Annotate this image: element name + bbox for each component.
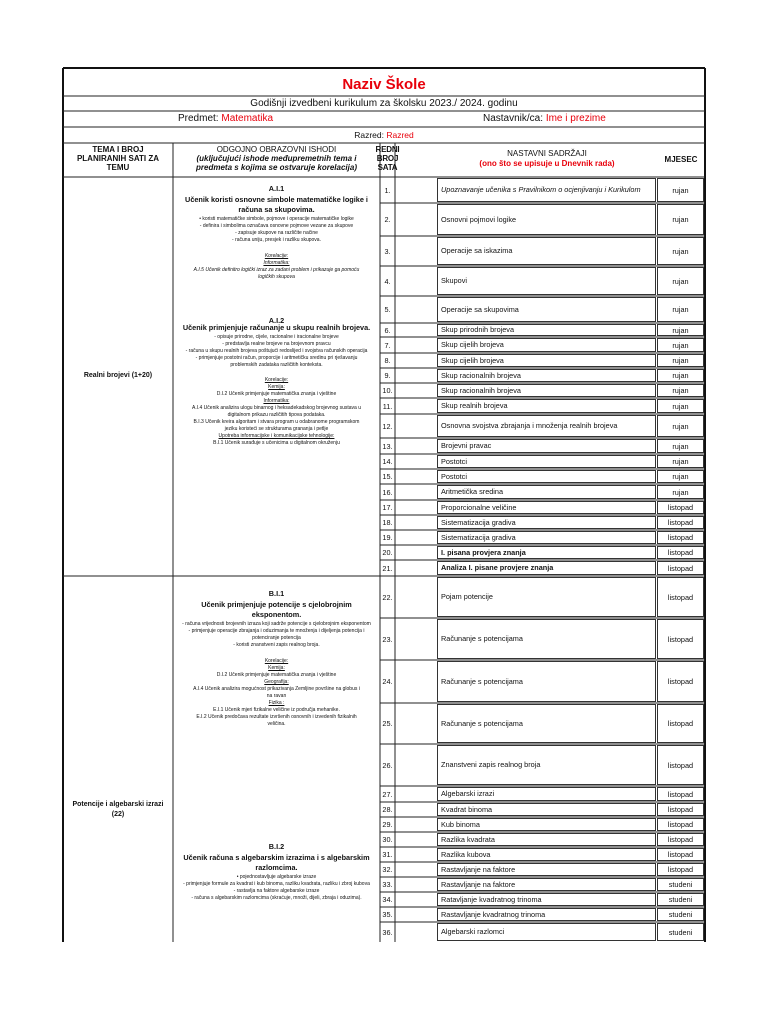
outcome-b2-bullet: - računa s algebarskim razlomcima (skraćuje, množi, dijeli, zbraja i oduzima). [191,894,362,901]
table-row [380,618,705,660]
table-row [380,817,705,832]
content-cell [437,516,656,529]
col-no-line2: BROJ [376,154,399,164]
month-value: listopad [667,503,694,512]
month-value: rujan [672,340,689,350]
row-number: 23. [382,634,393,644]
teacher-label: Nastavnik/ca: [483,113,544,124]
content-cell [437,619,656,659]
month-value: studeni [668,895,693,904]
col-topic-line2: PLANIRANIH SATI ZA [76,154,160,164]
col-header-month: MJESEC [664,155,698,164]
lesson-content: Algebarski izrazi [441,789,495,799]
content-cell [437,908,656,921]
month-value: listopad [667,533,694,542]
month-value: studeni [668,927,693,937]
month-cell [657,338,704,352]
topic-real-numbers: Realni brojevi (1+20) [83,372,153,379]
table-row [380,545,705,560]
lesson-content: Postotci [441,456,467,466]
month-cell [657,369,704,382]
month-value: studeni [668,910,693,919]
lesson-content: Aritmetička sredina [441,487,504,497]
grade-label: Razred: [354,130,384,140]
outcome-b1-chem-text: D.I.2 Učenik primjenjuje matematička znanja i vještine [216,671,337,678]
content-cell [437,178,656,202]
lesson-content: Algebarski razlomci [441,927,505,937]
content-cell [437,893,656,906]
month-cell [657,577,704,617]
month-value: listopad [667,865,694,874]
lesson-content: Operacije sa iskazima [441,246,513,256]
month-value: rujan [672,421,689,431]
content-cell [437,455,656,468]
content-cell [437,297,656,322]
outcome-a2-code: A.I.2 [268,318,285,323]
col-no-line1: REDNI [375,145,400,154]
month-cell [657,546,704,559]
lesson-content: Analiza I. pisane provjere znanja [441,563,554,573]
outcome-b1-geo-label: Geografija: [264,678,289,685]
outcome-b2-title: Učenik računa s algebarskim izrazima i s algebarskim razlomcima. [183,852,370,873]
month-cell [657,204,704,235]
table-row [380,530,705,545]
lesson-content: Rastavljanje kvadratnog trinoma [441,909,546,919]
month-value: listopad [667,548,694,557]
table-row [380,802,705,817]
content-cell [437,399,656,413]
outcome-a1-bullet: - zapisuje skupove na različite načine [235,229,318,236]
col-header-no [375,145,400,173]
month-value: rujan [672,441,689,451]
month-cell [657,516,704,529]
month-value: rujan [672,487,689,497]
month-cell [657,863,704,876]
lesson-content: Rastavljanje na faktore [441,864,516,874]
row-number: 28. [382,805,393,814]
outcome-b1-code: B.I.1 [268,589,285,598]
content-cell [437,439,656,453]
row-number: 32. [382,865,393,874]
month-value: listopad [667,518,694,527]
outcome-a2-ict-label: Upotreba informacijske i komunikacijske tehnologije: [218,432,335,439]
month-cell [657,455,704,468]
month-value: rujan [672,457,689,466]
month-cell [657,745,704,785]
lesson-content: Pojam potencije [441,592,493,602]
curriculum-line: Godišnji izvedbeni kurikulum za školsku 2023./ 2024. godinu [250,98,518,109]
outcome-a2-info-text: A.I.4 Učenik analizira ulogu binarnog i heksadekadskog brojevnog sustava u digitalnom prikazu različitih tipova podataka. [192,404,361,418]
month-value: listopad [667,789,694,799]
outcome-a2-bullet: - predstavlja realne brojeve na brojevnom pravcu [222,340,331,347]
month-cell [657,485,704,499]
table-row [380,907,705,922]
month-value: listopad [667,563,694,573]
grade-field [63,130,705,141]
content-cell [437,561,656,575]
month-value: listopad [667,760,694,770]
table-row [380,847,705,862]
month-value: rujan [672,356,689,365]
month-cell [657,908,704,921]
table-row [380,832,705,847]
row-number: 4. [384,276,391,286]
lesson-content: Rastavljanje na faktore [441,879,516,889]
outcome-a1-corr-subject: Informatika: [263,259,290,266]
lesson-content: Skup prirodnih brojeva [441,325,515,335]
lesson-content: Računanje s potencijama [441,634,523,644]
content-cell [437,878,656,891]
content-cell [437,237,656,265]
outcome-a1-bullet: - računa uniju, presjek i razliku skupova. [232,236,321,243]
col-topic-line3: TEMU [106,163,130,173]
month-value: listopad [667,592,694,602]
lesson-content: Skup realnih brojeva [441,401,508,411]
table-row [380,703,705,744]
month-cell [657,704,704,743]
lesson-content: Razlika kubova [441,849,491,859]
content-cell [437,338,656,352]
month-cell [657,439,704,453]
grade-value: Razred [386,130,414,140]
content-cell [437,577,656,617]
month-value: rujan [672,386,689,395]
content-cell [437,818,656,831]
outcome-a1-bullet: - definira i simbolima označava osnovne pojmove vezane za skupove [199,222,354,229]
row-number: 9. [384,371,391,380]
outcome-b1-geo-text: A.I.4 Učenik analizira mogućnost prikazivanja Zemljine površine na globus i na ravan [193,685,360,699]
table-row [380,337,705,353]
lesson-content: Skup racionalnih brojeva [441,370,521,380]
row-number: 26. [382,760,393,770]
table-row [380,398,705,414]
content-cell [437,369,656,382]
outcome-a2-info-label: Informatika: [263,397,290,404]
month-value: listopad [667,719,694,728]
lesson-content: Osnovna svojstva zbrajanja i množenja realnih brojeva [441,421,618,431]
table-row [380,660,705,703]
table-row [380,500,705,515]
row-number: 17. [382,503,393,512]
outcome-b1 [176,589,377,728]
outcome-a2-bullet: - računa u skupu realnih brojeva poštujući redoslijed i svojstva računskih operacija [185,347,368,354]
outcome-a1-code: A.I.1 [268,184,285,193]
table-row [380,892,705,907]
month-cell [657,237,704,265]
lesson-content: Postotci [441,471,467,481]
outcome-a2-ict-text: B.I.1 Učenik surađuje s učenicima u digitalnom okruženju [213,439,340,446]
lesson-content: Znanstveni zapis realnog broja [441,760,541,770]
month-cell [657,297,704,322]
lesson-content: Skupovi [441,276,467,286]
month-value: listopad [667,677,694,686]
outcome-a1-corr-label: Korelacije: [264,252,289,259]
month-value: listopad [667,634,694,644]
outcome-a2-corr-label: Korelacije: [264,376,289,383]
month-value: listopad [667,820,694,829]
table-row [380,786,705,802]
row-number: 7. [384,340,391,350]
row-number: 13. [382,441,393,451]
month-value: rujan [672,325,689,335]
lesson-content: Skup cijelih brojeva [441,355,504,365]
table-row [380,266,705,296]
content-cell [437,803,656,816]
row-number: 19. [382,533,393,542]
outcome-b1-corr-label: Korelacije: [264,657,289,664]
row-number: 35. [382,910,393,919]
teacher-value: Ime i prezime [545,113,606,124]
content-cell [437,470,656,483]
row-number: 20. [382,548,393,557]
lesson-content: Sistematizacija gradiva [441,532,516,542]
month-cell [657,267,704,295]
content-cell [437,324,656,336]
row-number: 10. [382,386,393,395]
outcome-b2-bullet: - primjenjuje formule za kvadrat i kub binoma, razliku kvadrata, razliku i zbroj kubova [183,880,370,887]
row-number: 3. [384,246,391,256]
month-value: rujan [672,246,689,256]
row-number: 31. [382,850,393,859]
subject-field [178,113,273,126]
outcome-a2-bullet: - primjenjuje postotni račun, proporcije i aritmetičku sredinu pri rješavanju problemskih zadataka različitih konteksta. [195,354,358,368]
month-cell [657,893,704,906]
month-cell [657,661,704,702]
content-cell [437,863,656,876]
row-number: 29. [382,820,393,829]
outcome-b2-code: B.I.2 [268,842,285,851]
lesson-content: Brojevni pravac [441,441,492,451]
lesson-content: Računanje s potencijama [441,676,523,686]
table-row [380,177,705,203]
lesson-content: Kub binoma [441,819,480,829]
content-cell [437,384,656,397]
lesson-content: Kvadrat binoma [441,804,493,814]
content-cell [437,531,656,544]
outcome-b1-bullet: - primjenjuje operacije zbrajanja i oduzimanja te množenja i dijeljenja potencija i potenciranje potencija [188,627,365,641]
lesson-content: Računanje s potencijama [441,718,523,728]
lesson-content: Ratavljanje kvadratnog trinoma [441,894,542,904]
lesson-content: Osnovni pojmovi logike [441,214,517,224]
content-cell [437,354,656,367]
outcome-a2 [176,318,377,447]
content-cell [437,787,656,801]
col-no-line3: SATA [377,163,398,173]
outcome-a1 [176,184,377,281]
row-number: 2. [384,215,391,224]
content-cell [437,546,656,559]
row-number: 8. [384,356,391,365]
table-row [380,484,705,500]
month-cell [657,324,704,336]
outcome-b1-title: Učenik primjenjuje potencije s cjelobrojnim eksponentom. [201,599,352,620]
table-row [380,323,705,337]
month-cell [657,501,704,514]
month-cell [657,354,704,367]
col-content-line1: NASTAVNI SADRŽAJI [507,149,587,158]
content-cell [437,204,656,235]
month-value: rujan [672,472,689,481]
month-cell [657,561,704,575]
row-number: 12. [382,421,393,431]
outcome-b1-phys-text: E.I.1 Učenik mjeri fizikalne veličine iz područja mehanike. [213,706,340,713]
month-cell [657,833,704,846]
table-row [380,922,705,942]
row-number: 33. [382,880,393,889]
row-number: 24. [382,677,393,686]
col-header-topic [63,145,173,173]
table-row [380,560,705,576]
teacher-field [483,113,606,126]
row-number: 16. [382,487,393,497]
row-number: 18. [382,518,393,527]
content-cell [437,485,656,499]
month-cell [657,415,704,437]
month-cell [657,803,704,816]
month-cell [657,399,704,413]
row-number: 15. [382,472,393,481]
outcome-b2-bullet: - rastavlja na faktore algebarske izraze [233,887,320,894]
lesson-content: Skup cijelih brojeva [441,340,504,350]
outcome-b2 [176,842,377,902]
month-value: studeni [668,880,693,889]
content-cell [437,745,656,785]
outcome-a2-chem-text: D.I.2 Učenik primjenjuje matematička znanja i vještine [216,390,337,397]
table-row [380,414,705,438]
row-number: 22. [382,592,393,602]
month-cell [657,619,704,659]
month-value: listopad [667,850,694,859]
row-number: 11. [382,401,393,411]
table-row [380,296,705,323]
content-cell [437,267,656,295]
month-cell [657,178,704,202]
table-row [380,515,705,530]
table-row [380,236,705,266]
col-outcomes-line3: predmeta s kojima se ostvaruje korelacija) [196,163,357,173]
topic-powers-algebra: Potencije i algebarski izrazi (22) [72,801,164,818]
month-cell [657,384,704,397]
row-number: 21. [382,563,393,573]
lesson-content: I. pisana provjera znanja [441,547,526,557]
lesson-content: Proporcionalne veličine [441,502,517,512]
outcome-a2-chem-label: Kemija: [268,383,285,390]
outcome-a2-title: Učenik primjenjuje računanje u skupu realnih brojeva. [182,323,371,332]
row-number: 14. [382,457,393,466]
outcome-b1-bullet: - koristi znanstveni zapis realnog broja. [233,641,320,648]
content-cell [437,833,656,846]
outcome-a2-info-text: B.I.3 Učenik kreira algoritam i stvara program u odabranome programskom jeziku koristeći se strukturama grananja i petlje [193,418,360,432]
content-cell [437,415,656,437]
table-row [380,469,705,484]
content-cell [437,661,656,702]
outcome-b1-phys-text: E.I.2 Učenik predočava rezultate izvršenih osnovnih i izvedenih fizikalnih veličina. [196,713,357,727]
month-value: rujan [672,401,689,411]
month-value: listopad [667,835,694,844]
row-number: 34. [382,895,393,904]
outcome-b1-phys-label: Fizika : [268,699,285,706]
month-cell [657,878,704,891]
col-outcomes-line2: (uključujući ishode međupremetnih tema i [196,154,357,164]
outcome-a1-bullet: • koristi matematičke simbole, pojmove i operacije matematičke logike [199,215,354,222]
month-cell [657,531,704,544]
outcome-a2-bullet: - opisuje prirodne, cijele, racionalne i iracionalne brojeve [214,333,339,340]
month-value: rujan [672,305,689,314]
content-cell [437,704,656,743]
table-row [380,203,705,236]
outcome-b2-bullet: • pojednostavljuje algebarske izraze [236,873,317,880]
table-row [380,454,705,469]
row-number: 1. [384,185,391,195]
table-row [380,368,705,383]
table-row [380,383,705,398]
table-row [380,353,705,368]
col-outcomes-line1: ODGOJNO OBRAZOVNI ISHODI [216,145,337,154]
subject-value: Matematika [221,113,274,124]
outcome-a1-corr-text: A.I.5 Učenik definitro logički izraz za zadani problem i prikazuje ga pomoću logičkih skupova [193,266,360,280]
month-value: rujan [672,276,689,286]
col-topic-line1: TEMA I BROJ [92,145,144,154]
content-cell [437,848,656,861]
month-cell [657,470,704,483]
lesson-content: Razlika kvadrata [441,834,495,844]
row-number: 25. [382,719,393,728]
month-value: rujan [672,215,689,224]
content-cell [437,501,656,514]
lesson-content: Upoznavanje učenika s Pravilnikom o ocjenjivanju i Kurikulom [441,185,641,195]
outcome-a1-title: Učenik koristi osnovne simbole matematičke logike i računa sa skupovima. [185,194,368,215]
subject-label: Predmet: [178,113,219,124]
lesson-content: Sistematizacija gradiva [441,517,516,527]
month-value: rujan [672,185,689,195]
table-row [380,862,705,877]
month-cell [657,848,704,861]
lesson-content: Skup racionalnih brojeva [441,385,521,395]
outcome-b1-bullet: - računa vrijednosti brojevnih izraza koji sadrže potencije s cjelobrojnim eksponentom [182,620,371,627]
table-row [380,576,705,618]
content-cell [437,923,656,941]
col-header-outcomes [173,145,380,173]
table-row [380,438,705,454]
month-value: rujan [672,371,689,380]
row-number: 6. [384,325,391,335]
month-value: listopad [667,805,694,814]
col-content-line2: (ono što se upisuje u Dnevnik rada) [479,158,615,168]
row-number: 27. [382,789,393,799]
outcome-b1-chem-label: Kemija: [268,664,285,671]
row-number: 36. [382,927,393,937]
row-number: 30. [382,835,393,844]
month-cell [657,787,704,801]
month-cell [657,923,704,941]
row-number: 5. [384,305,391,314]
col-header-content [437,149,657,168]
table-row [380,744,705,786]
table-row [380,877,705,892]
lesson-content: Operacije sa skupovima [441,304,519,314]
month-cell [657,818,704,831]
school-name: Naziv Škole [342,76,426,93]
